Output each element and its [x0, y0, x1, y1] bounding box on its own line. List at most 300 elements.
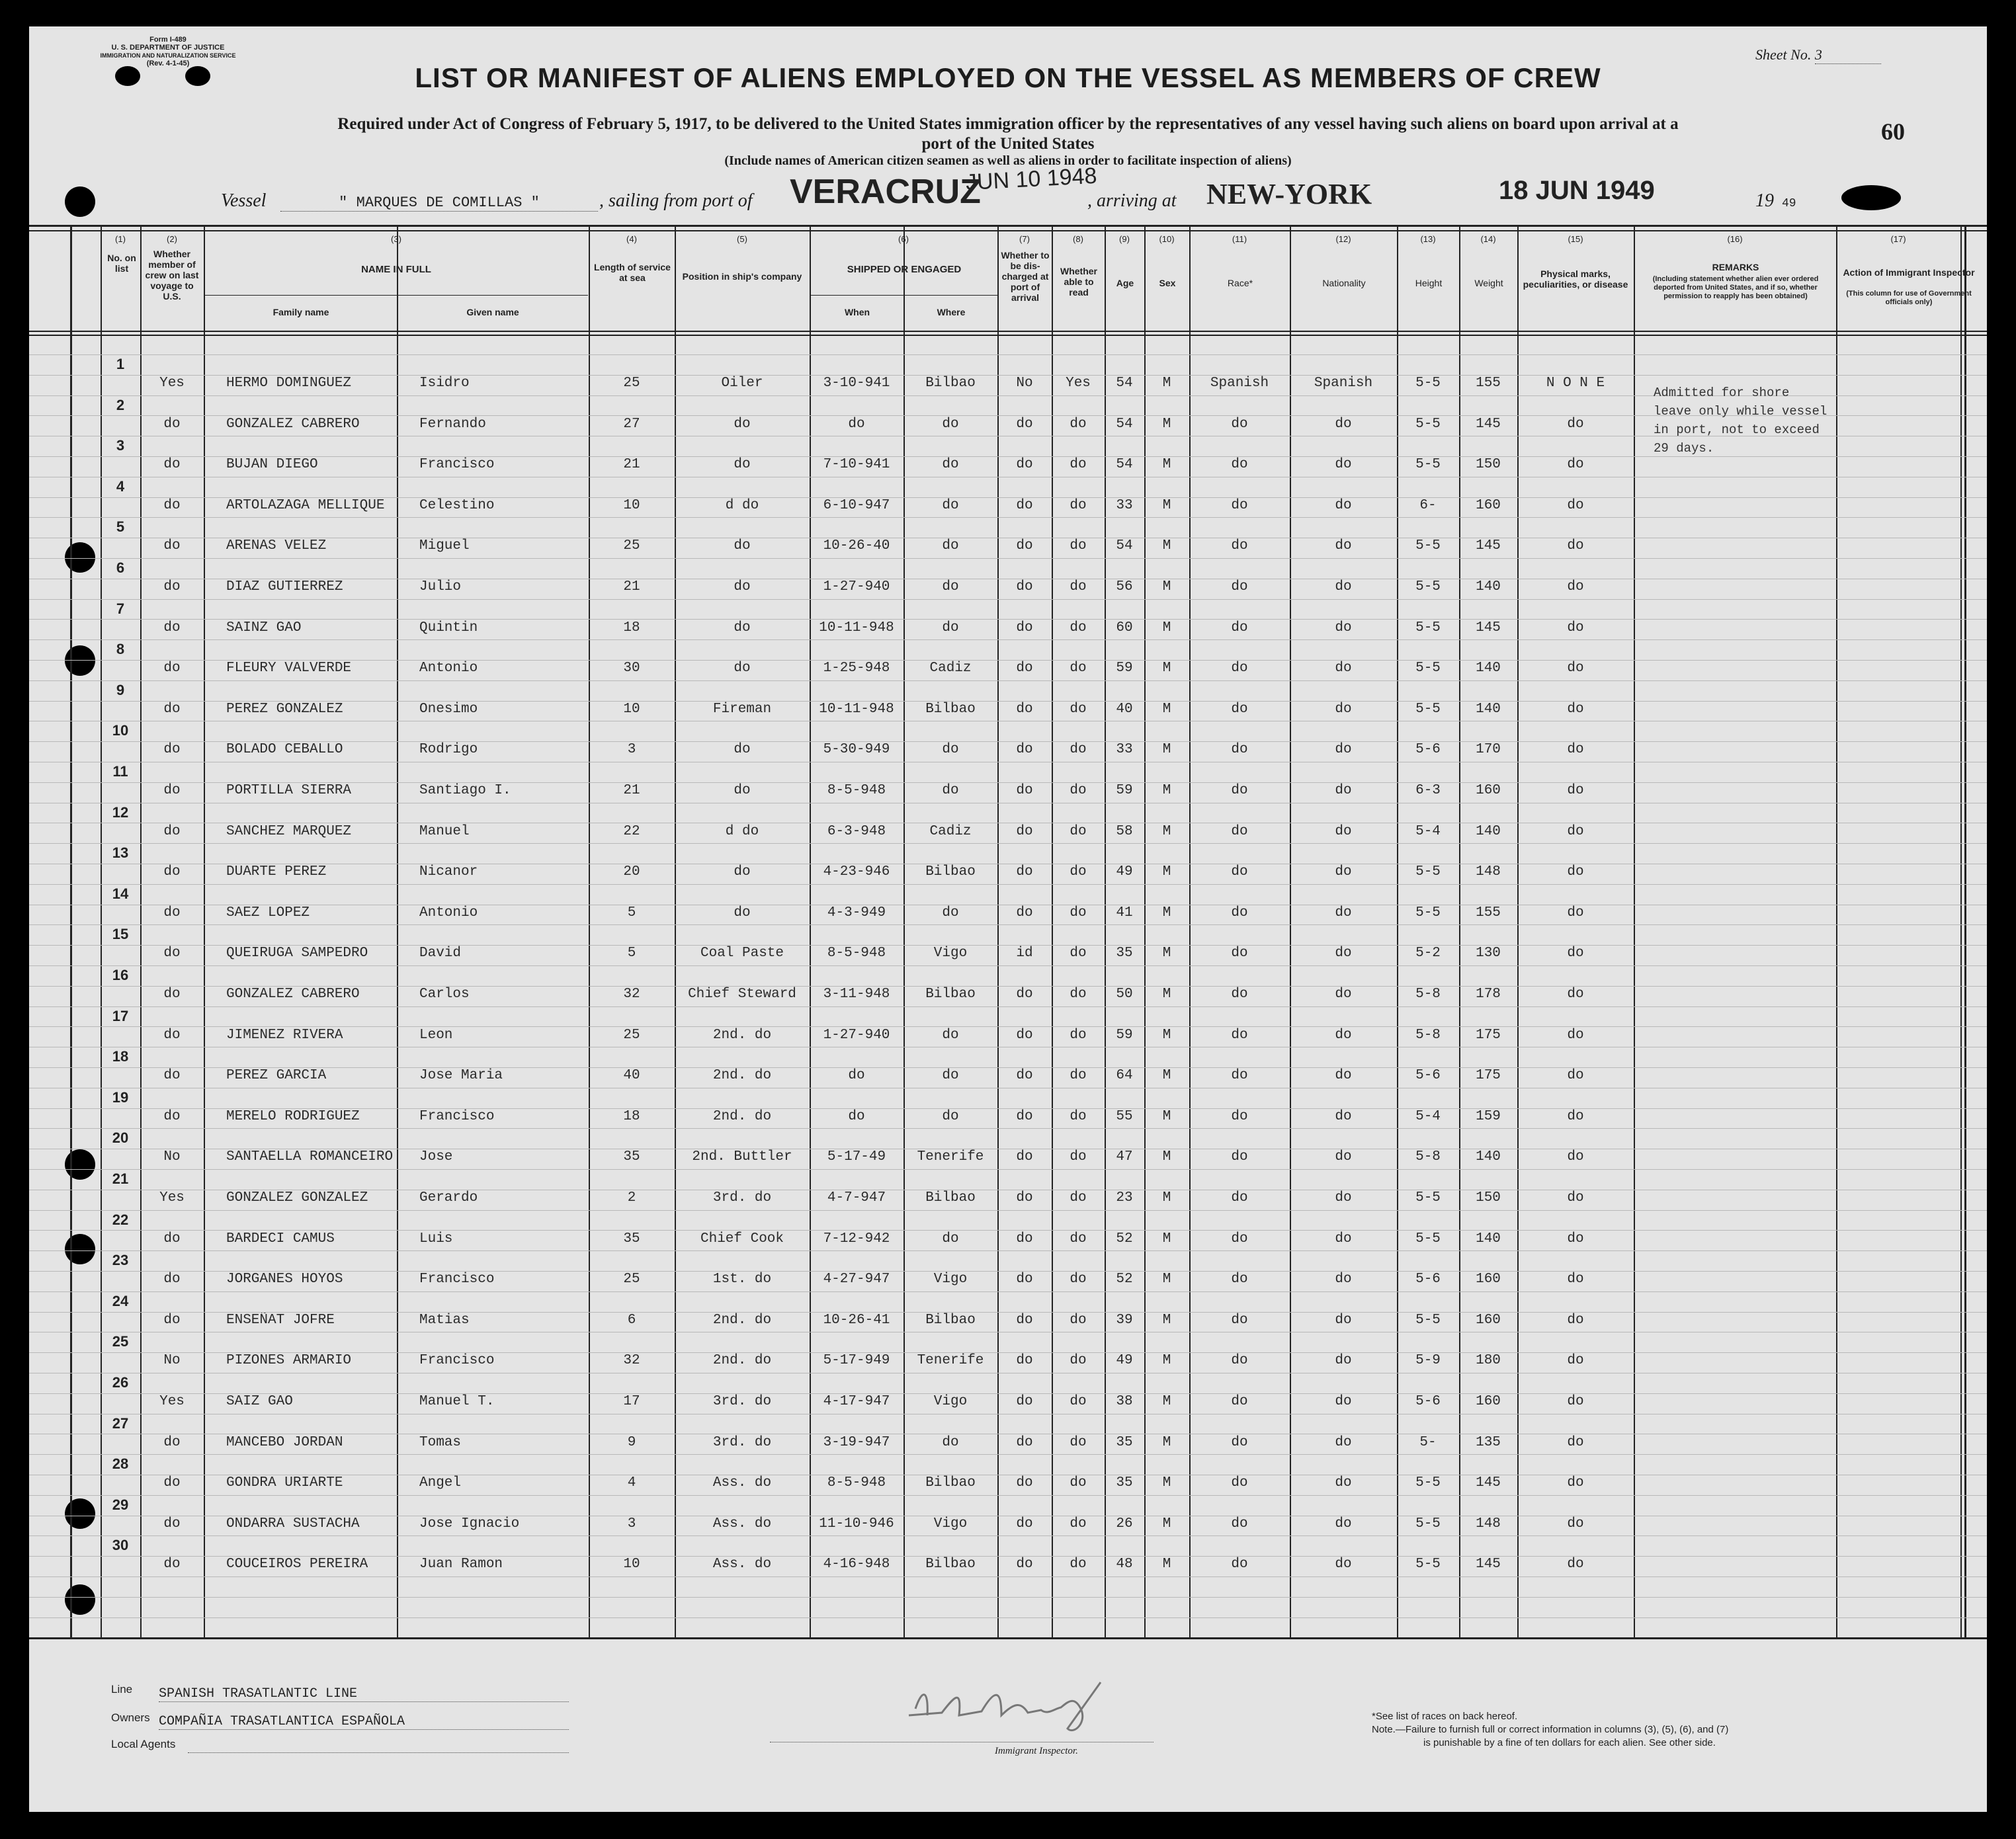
cell-read: do: [1070, 1231, 1087, 1246]
cell-marks: do: [1567, 416, 1584, 432]
cell-given: Angel: [419, 1475, 462, 1491]
header-action-note: (This column for use of Government officials only): [1846, 290, 1972, 306]
ruled-line: [29, 1617, 1987, 1618]
cell-where: Cadiz: [929, 661, 972, 676]
cell-race: do: [1231, 1190, 1248, 1206]
ruled-line: [29, 1495, 1987, 1496]
cell-sex: M: [1162, 1272, 1171, 1287]
cell-prev: do: [163, 1027, 181, 1043]
cell-nat: do: [1335, 1149, 1352, 1165]
cell-where: do: [942, 742, 959, 758]
cell-given: Francisco: [419, 1272, 495, 1287]
cell-family: BUJAN DIEGO: [226, 457, 318, 473]
column-divider: [70, 225, 72, 1639]
cell-prev: do: [163, 1434, 181, 1450]
cell-family: GONZALEZ GONZALEZ: [226, 1190, 368, 1206]
cell-position: 3rd. do: [712, 1190, 772, 1206]
cell-prev: do: [163, 1475, 181, 1491]
cell-given: Celestino: [419, 497, 495, 513]
cell-where: do: [942, 1231, 959, 1246]
cell-age: 64: [1116, 1068, 1133, 1084]
header-shipped-engaged: SHIPPED OR ENGAGED: [847, 264, 962, 275]
cell-marks: do: [1567, 538, 1584, 554]
punch-hole: [65, 186, 95, 217]
cell-given: Jose Maria: [419, 1068, 503, 1084]
cell-height: 6-: [1419, 497, 1437, 513]
cell-when: 10-11-948: [819, 620, 894, 635]
cell-weight: 135: [1476, 1434, 1501, 1450]
cell-service: 4: [627, 1475, 636, 1491]
cell-position: Ass. do: [712, 1516, 772, 1532]
cell-nat: do: [1335, 661, 1352, 676]
cell-given: Antonio: [419, 905, 478, 920]
cell-service: 6: [627, 1312, 636, 1328]
row-number: 14: [112, 885, 129, 902]
cell-nat: do: [1335, 1027, 1352, 1043]
cell-age: 55: [1116, 1108, 1133, 1124]
cell-disch: do: [1016, 1516, 1033, 1532]
year-prefix: 19: [1755, 190, 1774, 211]
cell-weight: 145: [1476, 620, 1501, 635]
cell-nat: do: [1335, 579, 1352, 594]
cell-disch: do: [1016, 823, 1033, 839]
cell-age: 54: [1116, 457, 1133, 473]
column-divider: [903, 225, 905, 1639]
cell-disch: do: [1016, 416, 1033, 432]
header-when: When: [844, 307, 870, 317]
cell-family: GONZALEZ CABRERO: [226, 416, 360, 432]
cell-sex: M: [1162, 376, 1171, 391]
cell-age: 59: [1116, 783, 1133, 798]
cell-family: ARTOLAZAGA MELLIQUE: [226, 497, 385, 513]
cell-marks: N O N E: [1546, 376, 1605, 391]
cell-disch: do: [1016, 1231, 1033, 1246]
cell-position: do: [734, 416, 751, 432]
cell-where: Bilbao: [925, 1557, 976, 1573]
cell-age: 35: [1116, 946, 1133, 961]
cell-where: do: [942, 1027, 959, 1043]
cell-given: Francisco: [419, 1108, 495, 1124]
cell-race: do: [1231, 1027, 1248, 1043]
row-number: 27: [112, 1414, 129, 1432]
cell-height: 5-4: [1415, 823, 1441, 839]
cell-nat: do: [1335, 905, 1352, 920]
cell-race: do: [1231, 1353, 1248, 1369]
cell-position: 1st. do: [712, 1272, 772, 1287]
cell-nat: do: [1335, 1475, 1352, 1491]
cell-service: 2: [627, 1190, 636, 1206]
cell-position: 2nd. do: [712, 1108, 772, 1124]
subtitle-line1: Required under Act of Congress of February 5, 1917, to be delivered to the United States immigration officer by the representatives of any vessel having such aliens on board upon arrival at a: [337, 115, 1679, 133]
cell-family: QUEIRUGA SAMPEDRO: [226, 946, 368, 961]
column-number: (2): [167, 234, 177, 244]
cell-disch: do: [1016, 1557, 1033, 1573]
cell-height: 5-5: [1415, 1475, 1441, 1491]
cell-prev: do: [163, 457, 181, 473]
row-number: 29: [112, 1496, 129, 1513]
cell-disch: do: [1016, 783, 1033, 798]
cell-where: Bilbao: [925, 864, 976, 880]
cell-race: do: [1231, 783, 1248, 798]
cell-race: do: [1231, 864, 1248, 880]
cell-weight: 170: [1476, 742, 1501, 758]
row-number: 10: [112, 722, 129, 739]
cell-when: 6-10-947: [823, 497, 890, 513]
cell-race: do: [1231, 1434, 1248, 1450]
cell-service: 3: [627, 742, 636, 758]
cell-position: do: [734, 783, 751, 798]
cell-height: 5-6: [1415, 1272, 1441, 1287]
cell-race: do: [1231, 1312, 1248, 1328]
cell-race: do: [1231, 538, 1248, 554]
header-given-name: Given name: [466, 307, 519, 317]
row-number: 30: [112, 1537, 129, 1554]
cell-sex: M: [1162, 905, 1171, 920]
cell-when: 4-3-949: [827, 905, 886, 920]
manifest-title: LIST OR MANIFEST OF ALIENS EMPLOYED ON THE VESSEL AS MEMBERS OF CREW: [415, 62, 1601, 93]
cell-sex: M: [1162, 620, 1171, 635]
sheet-value: 3: [1815, 46, 1881, 64]
cell-nat: do: [1335, 497, 1352, 513]
header-discharged: Whether to be dis-charged at port of arrival: [1001, 250, 1050, 303]
cell-height: 6-3: [1415, 783, 1441, 798]
cell-race: do: [1231, 1272, 1248, 1287]
cell-age: 41: [1116, 905, 1133, 920]
cell-race: do: [1231, 1149, 1248, 1165]
row-number: 20: [112, 1129, 129, 1147]
cell-age: 40: [1116, 701, 1133, 717]
cell-disch: do: [1016, 1068, 1033, 1084]
cell-position: 2nd. do: [712, 1353, 772, 1369]
ruled-line: [29, 1210, 1987, 1211]
cell-weight: 150: [1476, 1190, 1501, 1206]
cell-read: do: [1070, 661, 1087, 676]
table-bottom-border: [29, 1637, 1987, 1639]
column-number: (10): [1159, 234, 1175, 244]
cell-disch: do: [1016, 497, 1033, 513]
row-number: 4: [116, 477, 125, 495]
cell-position: 3rd. do: [712, 1434, 772, 1450]
cell-age: 58: [1116, 823, 1133, 839]
cell-read: do: [1070, 1068, 1087, 1084]
row-number: 8: [116, 641, 125, 658]
cell-sex: M: [1162, 1557, 1171, 1573]
cell-sex: M: [1162, 823, 1171, 839]
sheet-number: [1755, 46, 1881, 64]
cell-given: Antonio: [419, 661, 478, 676]
cell-position: d do: [725, 823, 759, 839]
cell-prev: do: [163, 1272, 181, 1287]
cell-position: do: [734, 579, 751, 594]
cell-prev: do: [163, 823, 181, 839]
cell-disch: do: [1016, 1108, 1033, 1124]
cell-prev: do: [163, 864, 181, 880]
cell-when: 4-23-946: [823, 864, 890, 880]
cell-age: 49: [1116, 864, 1133, 880]
cell-height: 5-5: [1415, 620, 1441, 635]
cell-when: 3-11-948: [823, 987, 890, 1002]
cell-sex: M: [1162, 538, 1171, 554]
cell-position: Ass. do: [712, 1475, 772, 1491]
cell-family: PEREZ GARCIA: [226, 1068, 327, 1084]
column-divider: [1052, 225, 1053, 1639]
cell-marks: do: [1567, 864, 1584, 880]
cell-service: 30: [623, 661, 640, 676]
cell-weight: 140: [1476, 579, 1501, 594]
row-number: 1: [116, 356, 125, 372]
cell-read: do: [1070, 1394, 1087, 1409]
cell-age: 59: [1116, 1027, 1133, 1043]
cell-service: 32: [623, 987, 640, 1002]
cell-disch: do: [1016, 579, 1033, 594]
cell-read: do: [1070, 1353, 1087, 1369]
cell-prev: do: [163, 742, 181, 758]
cell-service: 5: [627, 946, 636, 961]
cell-weight: 130: [1476, 946, 1501, 961]
cell-prev: do: [163, 661, 181, 676]
column-divider: [675, 225, 676, 1639]
cell-nat: do: [1335, 742, 1352, 758]
cell-position: 2nd. do: [712, 1068, 772, 1084]
ink-blot: [1841, 185, 1901, 210]
cell-sex: M: [1162, 1108, 1171, 1124]
column-number: (13): [1420, 234, 1436, 244]
cell-disch: do: [1016, 661, 1033, 676]
cell-prev: Yes: [159, 376, 185, 391]
cell-where: Vigo: [933, 1394, 968, 1409]
cell-age: 52: [1116, 1231, 1133, 1246]
cell-sex: M: [1162, 1190, 1171, 1206]
cell-weight: 155: [1476, 376, 1501, 391]
cell-where: Cadiz: [929, 823, 972, 839]
penalty-note-2: is punishable by a fine of ten dollars for each alien. See other side.: [1423, 1737, 1716, 1748]
cell-service: 32: [623, 1353, 640, 1369]
date-stamp: JUN 10 1948: [965, 163, 1098, 196]
cell-when: 8-5-948: [827, 783, 886, 798]
cell-disch: do: [1016, 1027, 1033, 1043]
cell-read: do: [1070, 946, 1087, 961]
cell-family: PIZONES ARMARIO: [226, 1353, 352, 1369]
form-dept: U. S. DEPARTMENT OF JUSTICE: [111, 44, 225, 52]
inspector-signature: [902, 1669, 1127, 1742]
cell-sex: M: [1162, 1516, 1171, 1532]
row-number: 5: [116, 518, 125, 536]
row-number: 7: [116, 600, 125, 617]
ruled-line: [29, 558, 1987, 559]
cell-read: do: [1070, 1434, 1087, 1450]
cell-weight: 145: [1476, 416, 1501, 432]
cell-height: 5-9: [1415, 1353, 1441, 1369]
cell-age: 54: [1116, 538, 1133, 554]
cell-when: 1-27-940: [823, 1027, 890, 1043]
cell-service: 20: [623, 864, 640, 880]
row-number: 12: [112, 803, 129, 821]
cell-race: do: [1231, 1475, 1248, 1491]
column-number: (17): [1890, 234, 1906, 244]
cell-read: do: [1070, 457, 1087, 473]
row-number: 25: [112, 1333, 129, 1350]
row-number: 2: [116, 396, 125, 413]
cell-age: 35: [1116, 1434, 1133, 1450]
cell-family: HERMO DOMINGUEZ: [226, 376, 352, 391]
cell-where: Tenerife: [917, 1353, 984, 1369]
cell-nat: do: [1335, 1434, 1352, 1450]
cell-nat: do: [1335, 946, 1352, 961]
cell-age: 60: [1116, 620, 1133, 635]
column-divider: [1397, 225, 1398, 1639]
cell-position: do: [734, 905, 751, 920]
column-number: (8): [1073, 234, 1083, 244]
cell-sex: M: [1162, 1434, 1171, 1450]
cell-when: 4-7-947: [827, 1190, 886, 1206]
cell-prev: do: [163, 946, 181, 961]
cell-nat: do: [1335, 1394, 1352, 1409]
cell-service: 3: [627, 1516, 636, 1532]
cell-given: Tomas: [419, 1434, 462, 1450]
cell-height: 5-4: [1415, 1108, 1441, 1124]
cell-sex: M: [1162, 1068, 1171, 1084]
ruled-line: [29, 965, 1987, 966]
cell-when: 10-11-948: [819, 701, 894, 717]
owners-value: COMPAÑIA TRASATLANTICA ESPAÑOLA: [159, 1714, 569, 1730]
cell-service: 18: [623, 620, 640, 635]
cell-position: do: [734, 457, 751, 473]
owners-label: Owners: [111, 1711, 150, 1724]
table-top-border: [29, 225, 1987, 227]
cell-marks: do: [1567, 783, 1584, 798]
cell-service: 21: [623, 579, 640, 594]
cell-race: do: [1231, 579, 1248, 594]
cell-weight: 145: [1476, 1557, 1501, 1573]
ruled-line: [29, 354, 1987, 355]
column-divider: [397, 225, 398, 1639]
column-number: (15): [1568, 234, 1583, 244]
header-where: Where: [937, 307, 966, 317]
cell-when: 8-5-948: [827, 1475, 886, 1491]
cell-service: 35: [623, 1231, 640, 1246]
cell-sex: M: [1162, 1149, 1171, 1165]
cell-where: do: [942, 457, 959, 473]
cell-sex: M: [1162, 783, 1171, 798]
cell-height: 5-6: [1415, 1394, 1441, 1409]
column-number: (14): [1480, 234, 1496, 244]
form-service: IMMIGRATION AND NATURALIZATION SERVICE: [100, 52, 236, 59]
cell-weight: 175: [1476, 1027, 1501, 1043]
cell-given: Francisco: [419, 1353, 495, 1369]
cell-disch: do: [1016, 1190, 1033, 1206]
header-race: Race*: [1227, 278, 1253, 288]
cell-prev: No: [163, 1353, 181, 1369]
cell-height: 5-5: [1415, 416, 1441, 432]
column-number: (11): [1232, 234, 1247, 244]
header-action: Action of Immigrant Inspector: [1843, 267, 1975, 278]
ruled-line: [29, 1128, 1987, 1129]
cell-height: 5-5: [1415, 1516, 1441, 1532]
cell-when: 4-27-947: [823, 1272, 890, 1287]
cell-service: 10: [623, 1557, 640, 1573]
cell-read: do: [1070, 783, 1087, 798]
cell-read: do: [1070, 538, 1087, 554]
header-physical-marks: Physical marks, peculiarities, or disease: [1523, 268, 1628, 290]
cell-where: Vigo: [933, 1516, 968, 1532]
column-divider: [204, 225, 205, 1639]
cell-position: do: [734, 620, 751, 635]
form-number: Form I-489: [149, 36, 187, 44]
row-number: 19: [112, 1088, 129, 1106]
cell-given: Miguel: [419, 538, 470, 554]
ruled-line: [29, 924, 1987, 925]
cell-prev: do: [163, 538, 181, 554]
column-divider: [1960, 225, 1962, 1639]
cell-weight: 145: [1476, 1475, 1501, 1491]
header-remarks: REMARKS: [1712, 262, 1759, 272]
page-number: 60: [1881, 118, 1905, 145]
header-height: Height: [1415, 278, 1443, 288]
cell-read: do: [1070, 1149, 1087, 1165]
cell-race: do: [1231, 1068, 1248, 1084]
cell-marks: do: [1567, 905, 1584, 920]
ruled-line: [29, 639, 1987, 640]
cell-read: do: [1070, 742, 1087, 758]
cell-nat: do: [1335, 987, 1352, 1002]
ruled-line: [29, 517, 1987, 518]
cell-marks: do: [1567, 1394, 1584, 1409]
cell-race: do: [1231, 742, 1248, 758]
cell-position: 2nd. do: [712, 1027, 772, 1043]
header-sex: Sex: [1159, 278, 1176, 288]
cell-weight: 180: [1476, 1353, 1501, 1369]
cell-sex: M: [1162, 579, 1171, 594]
cell-age: 35: [1116, 1475, 1133, 1491]
cell-sex: M: [1162, 946, 1171, 961]
cell-when: 5-17-49: [827, 1149, 886, 1165]
cell-weight: 140: [1476, 823, 1501, 839]
cell-disch: do: [1016, 701, 1033, 717]
cell-disch: do: [1016, 864, 1033, 880]
column-number: (5): [737, 234, 747, 244]
header-able-read: Whether able to read: [1060, 266, 1097, 298]
cell-race: do: [1231, 823, 1248, 839]
cell-marks: do: [1567, 620, 1584, 635]
cell-height: 5-2: [1415, 946, 1441, 961]
cell-prev: do: [163, 1108, 181, 1124]
row-number: 21: [112, 1170, 129, 1187]
header-length-service: Length of service at sea: [594, 262, 671, 283]
cell-race: do: [1231, 946, 1248, 961]
cell-nat: do: [1335, 457, 1352, 473]
cell-weight: 145: [1476, 538, 1501, 554]
cell-position: Fireman: [712, 701, 772, 717]
cell-service: 25: [623, 1272, 640, 1287]
subtitle-line3: (Include names of American citizen seamen as well as aliens in order to facilitate inspection of aliens): [724, 153, 1292, 168]
cell-family: MANCEBO JORDAN: [226, 1434, 343, 1450]
column-divider: [1634, 225, 1635, 1639]
cell-marks: do: [1567, 1312, 1584, 1328]
cell-marks: do: [1567, 1353, 1584, 1369]
cell-sex: M: [1162, 1231, 1171, 1246]
cell-sex: M: [1162, 864, 1171, 880]
cell-nat: do: [1335, 1231, 1352, 1246]
cell-read: Yes: [1066, 376, 1091, 391]
cell-sex: M: [1162, 1394, 1171, 1409]
cell-position: 3rd. do: [712, 1394, 772, 1409]
column-divider: [1290, 225, 1291, 1639]
cell-height: 5-: [1419, 1434, 1437, 1450]
cell-where: do: [942, 497, 959, 513]
cell-height: 5-5: [1415, 905, 1441, 920]
cell-nat: do: [1335, 1516, 1352, 1532]
cell-marks: do: [1567, 1231, 1584, 1246]
